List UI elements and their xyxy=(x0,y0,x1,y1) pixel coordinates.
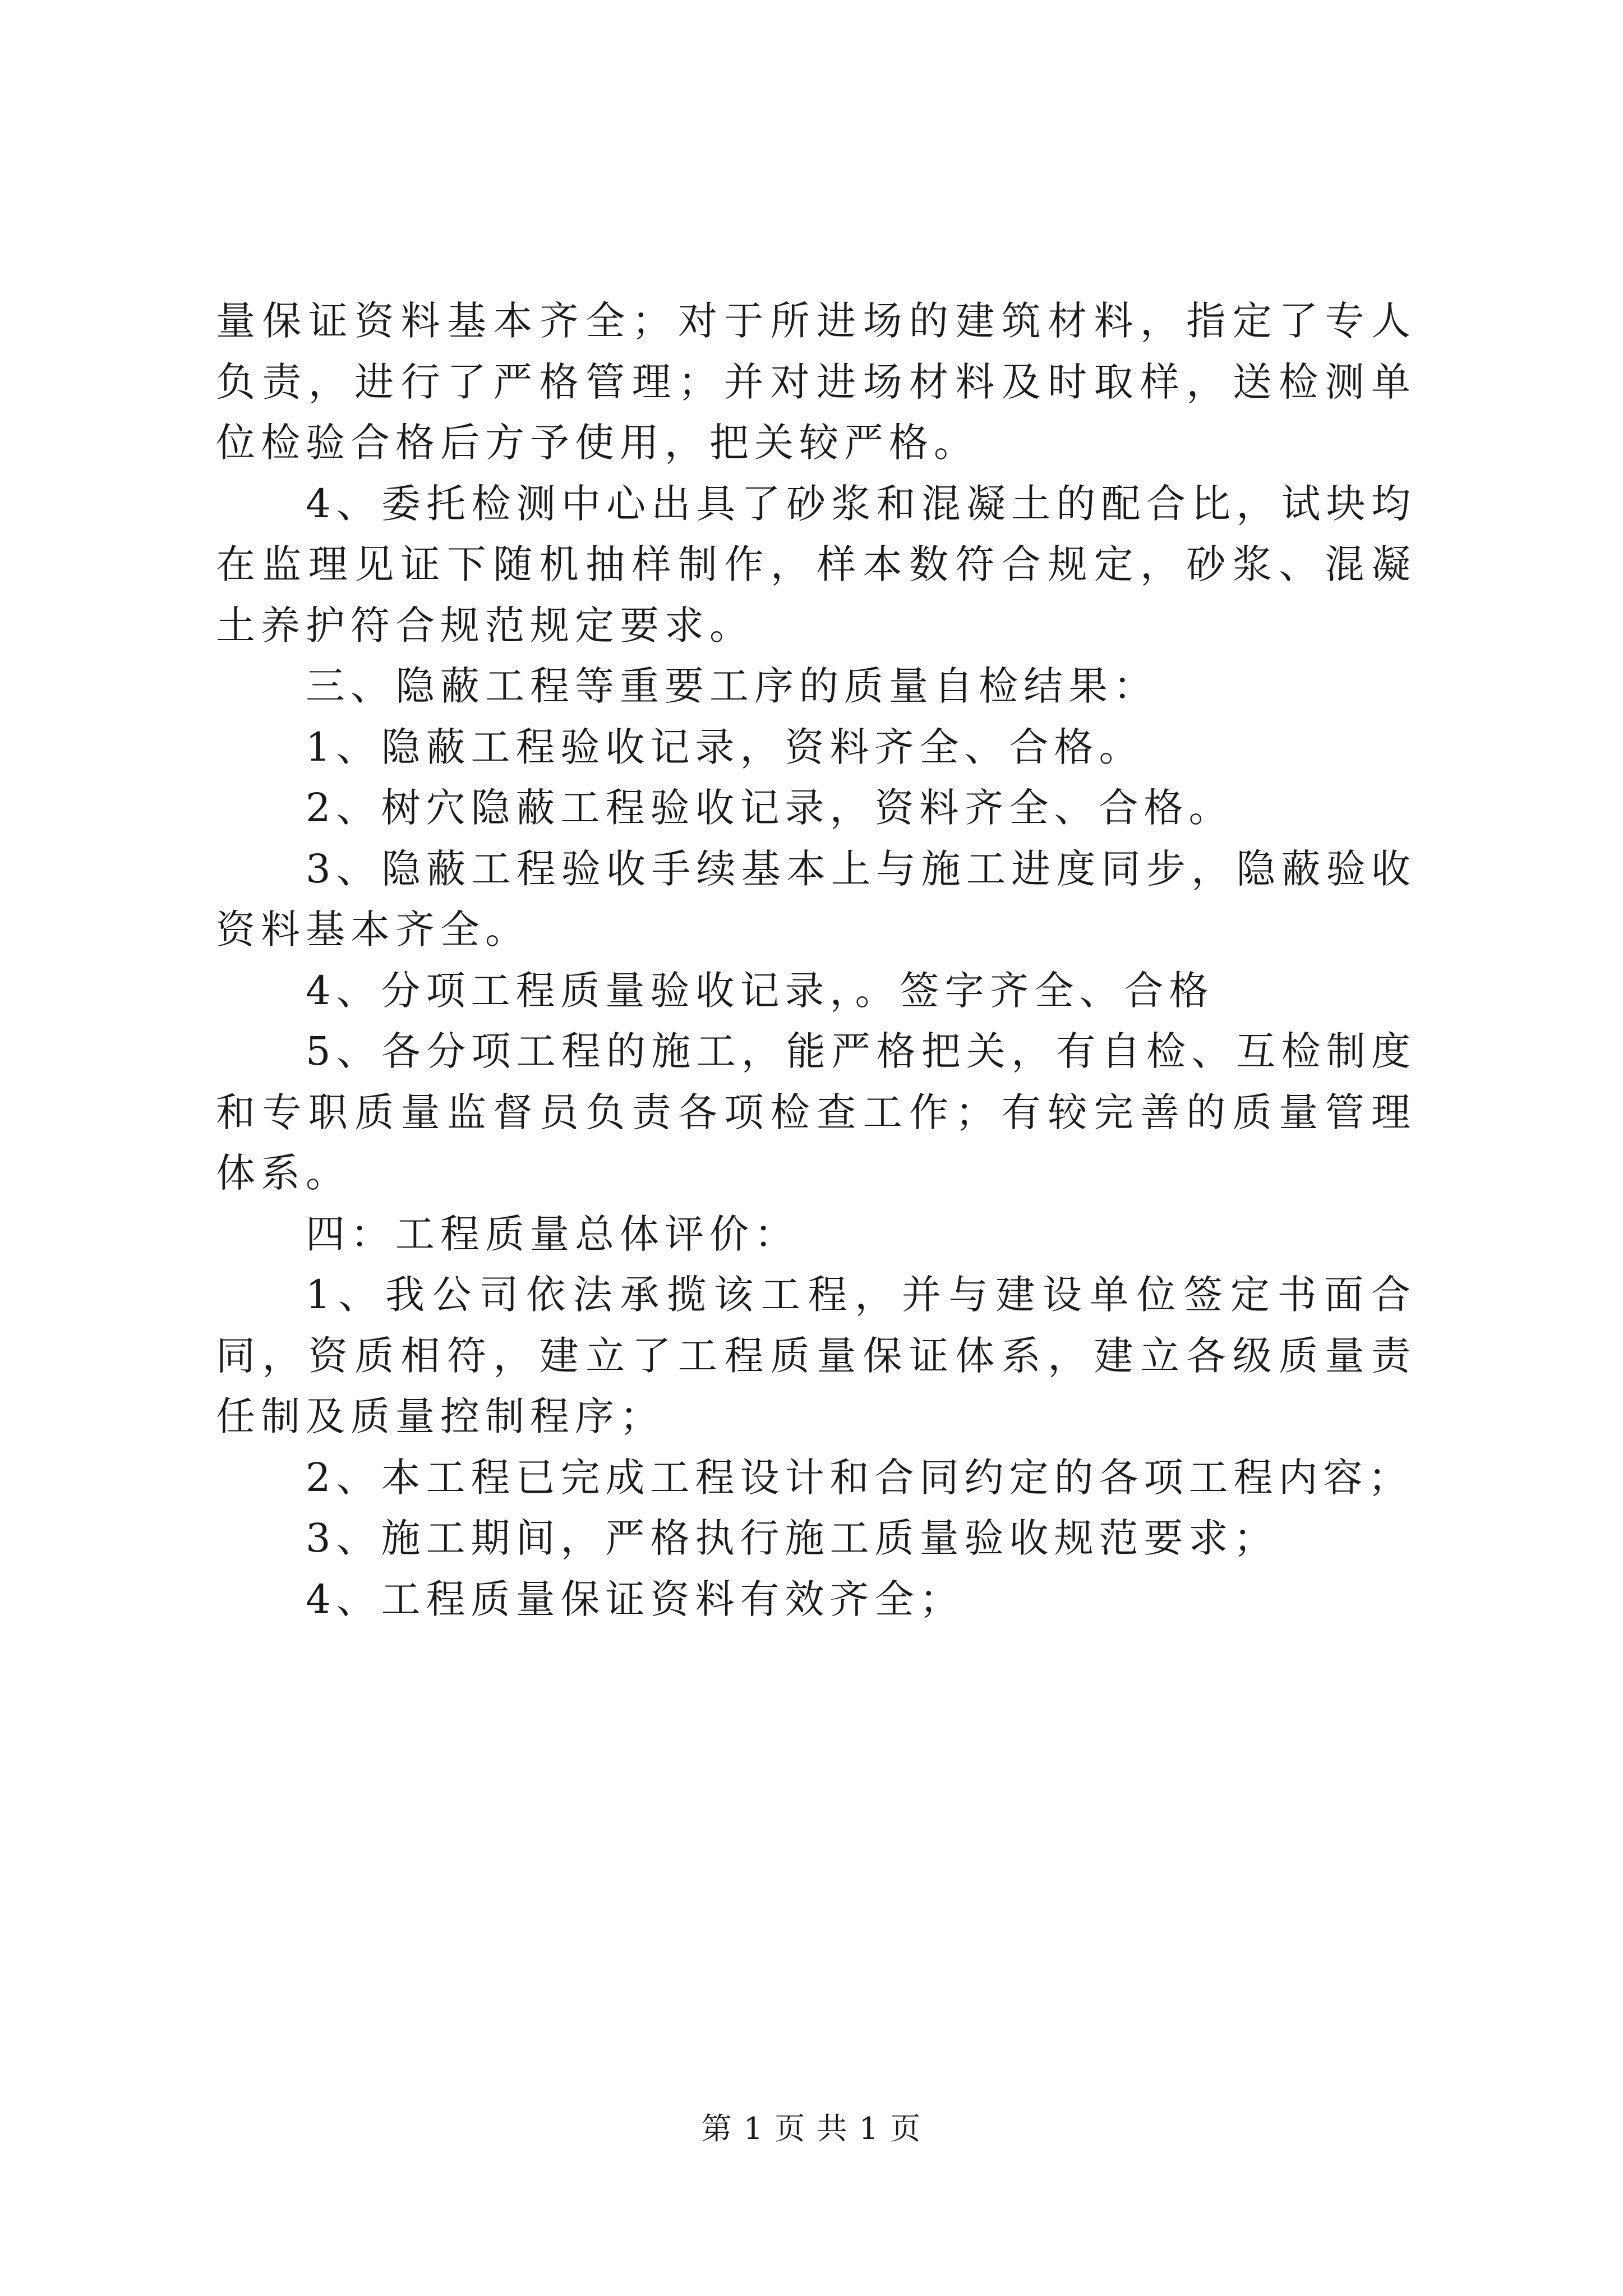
page-number-footer: 第 1 页 共 1 页 xyxy=(701,2111,922,2146)
paragraph-item-1-hidden-works: 1、隐蔽工程验收记录，资料齐全、合格。 xyxy=(306,724,1144,770)
paragraph-item-4-testing: 4、委托检测中心出具了砂浆和混凝土的配合比，试块均在监理见证下随机抽样制作，样本数符合规定，砂浆、混凝土养护符合规范规定要求。 xyxy=(216,480,1416,648)
paragraph-continuation: 量保证资料基本齐全；对于所进场的建筑材料，指定了专人负责，进行了严格管理；并对进场材料及时取样，送检测单位检验合格后方予使用，把关较严格。 xyxy=(216,298,1416,466)
paragraph-eval-1: 1、我公司依法承揽该工程，并与建设单位签定书面合同，资质相符，建立了工程质量保证体系，建立各级质量责任制及质量控制程序； xyxy=(216,1272,1416,1439)
paragraph-eval-3: 3、施工期间，严格执行施工质量验收规范要求； xyxy=(306,1515,1279,1561)
paragraph-eval-2: 2、本工程已完成工程设计和合同约定的各项工程内容； xyxy=(306,1454,1413,1501)
paragraph-item-4-subitem-records: 4、分项工程质量验收记录，。签字齐全、合格 xyxy=(306,967,1214,1014)
paragraph-item-2-tree-pits: 2、树穴隐蔽工程验收记录，资料齐全、合格。 xyxy=(306,785,1234,831)
section-heading-4: 四：工程质量总体评价： xyxy=(306,1211,799,1257)
section-heading-3: 三、隐蔽工程等重要工序的质量自检结果： xyxy=(306,663,1158,709)
paragraph-eval-4: 4、工程质量保证资料有效齐全； xyxy=(306,1576,965,1622)
document-body xyxy=(216,291,1416,1630)
paragraph-item-3-acceptance: 3、隐蔽工程验收手续基本上与施工进度同步，隐蔽验收资料基本齐全。 xyxy=(216,845,1416,953)
paragraph-item-5-quality-system: 5、各分项工程的施工，能严格把关，有自检、互检制度和专职质量监督员负责各项检查工作；有较完善的质量管理体系。 xyxy=(216,1028,1416,1196)
